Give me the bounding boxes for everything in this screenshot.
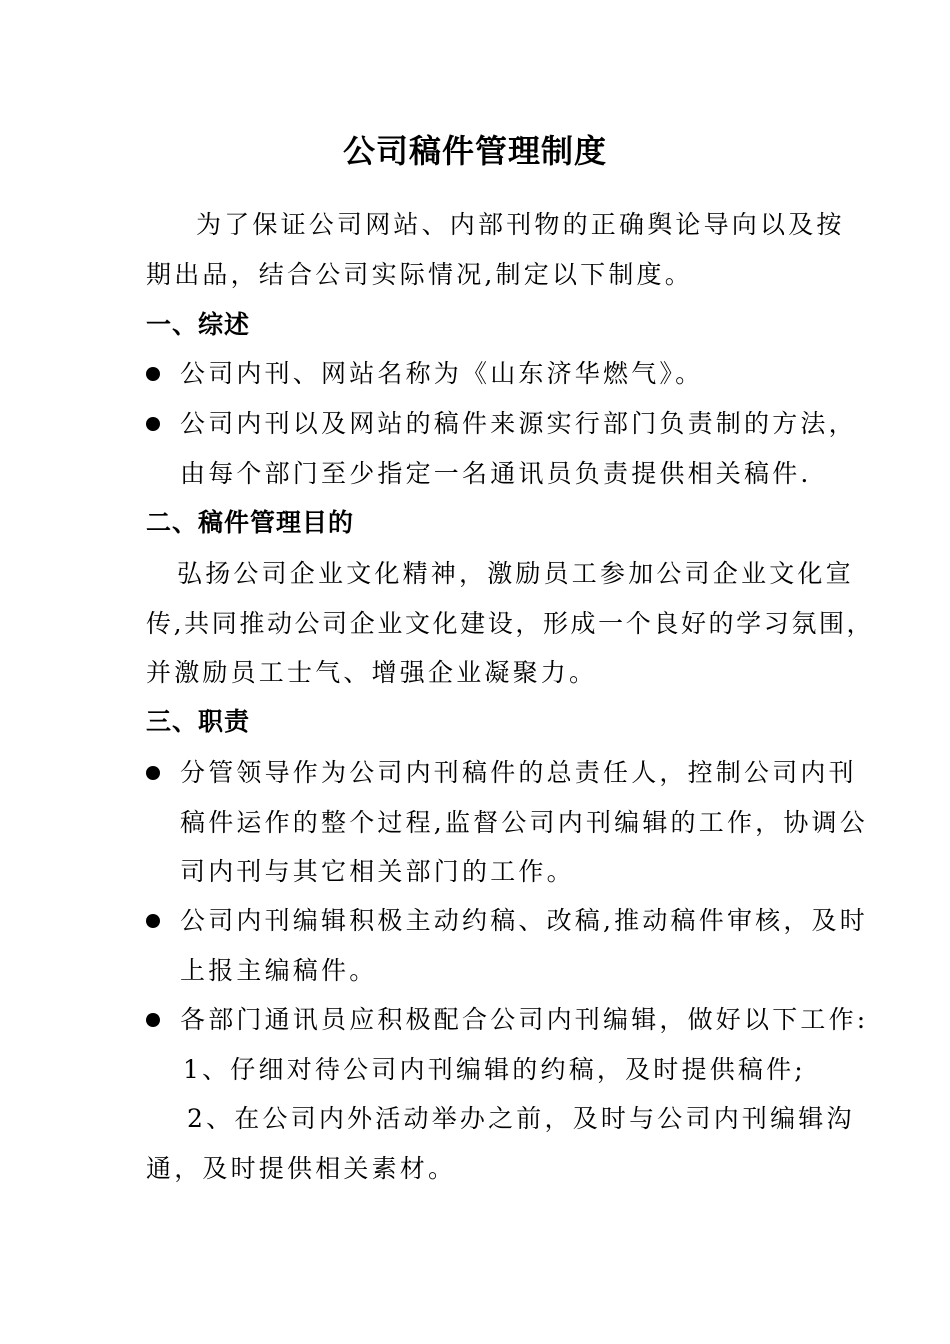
section-3-item-2-line-2: 通，及时提供相关素材。	[146, 1154, 457, 1183]
section-3-bullet-3-line-1: 各部门通讯员应积极配合公司内刊编辑，做好以下工作:	[180, 1005, 869, 1034]
intro-line-2: 期出品，结合公司实际情况,制定以下制度。	[146, 260, 693, 289]
section-2-line-2: 传,共同推动公司企业文化建设，形成一个良好的学习氛围，	[146, 609, 875, 638]
section-3-bullet-2-line-1: 公司内刊编辑积极主动约稿、改稿,推动稿件审核，及时	[180, 906, 868, 935]
section-1-bullet-1: 公司内刊、网站名称为《山东济华燃气》。	[180, 359, 704, 388]
section-3-bullet-1-line-1: 分管领导作为公司内刊稿件的总责任人，控制公司内刊	[180, 758, 857, 787]
section-1-bullet-2-line-2: 由每个部门至少指定一名通讯员负责提供相关稿件.	[180, 459, 812, 488]
bullet-icon	[146, 1013, 160, 1027]
section-2-line-3: 并激励员工士气、增强企业凝聚力。	[146, 658, 598, 687]
bullet-icon	[146, 417, 160, 431]
section-1-heading: 一、综述	[146, 310, 251, 339]
bullet-icon	[146, 367, 160, 381]
bullet-icon	[146, 914, 160, 928]
bullet-icon	[146, 766, 160, 780]
section-3-item-2-line-1: 2、在公司内外活动举办之前，及时与公司内刊编辑沟	[187, 1104, 855, 1133]
section-3-bullet-2-line-2: 上报主编稿件。	[180, 956, 378, 985]
section-3-bullet-1-line-2: 稿件运作的整个过程,监督公司内刊编辑的工作，协调公	[180, 808, 868, 837]
section-1-bullet-2-line-1: 公司内刊以及网站的稿件来源实行部门负责制的方法，	[180, 409, 857, 438]
section-2-heading: 二、稿件管理目的	[146, 508, 355, 537]
intro-line-1: 为了保证公司网站、内部刊物的正确舆论导向以及按	[196, 210, 845, 239]
section-3-heading: 三、职责	[146, 707, 251, 736]
section-3-item-1: 1、仔细对待公司内刊编辑的约稿，及时提供稿件;	[183, 1055, 806, 1084]
section-2-line-1: 弘扬公司企业文化精神，激励员工参加公司企业文化宣	[177, 559, 854, 588]
document-title: 公司稿件管理制度	[342, 132, 607, 170]
section-3-bullet-1-line-3: 司内刊与其它相关部门的工作。	[180, 857, 575, 886]
